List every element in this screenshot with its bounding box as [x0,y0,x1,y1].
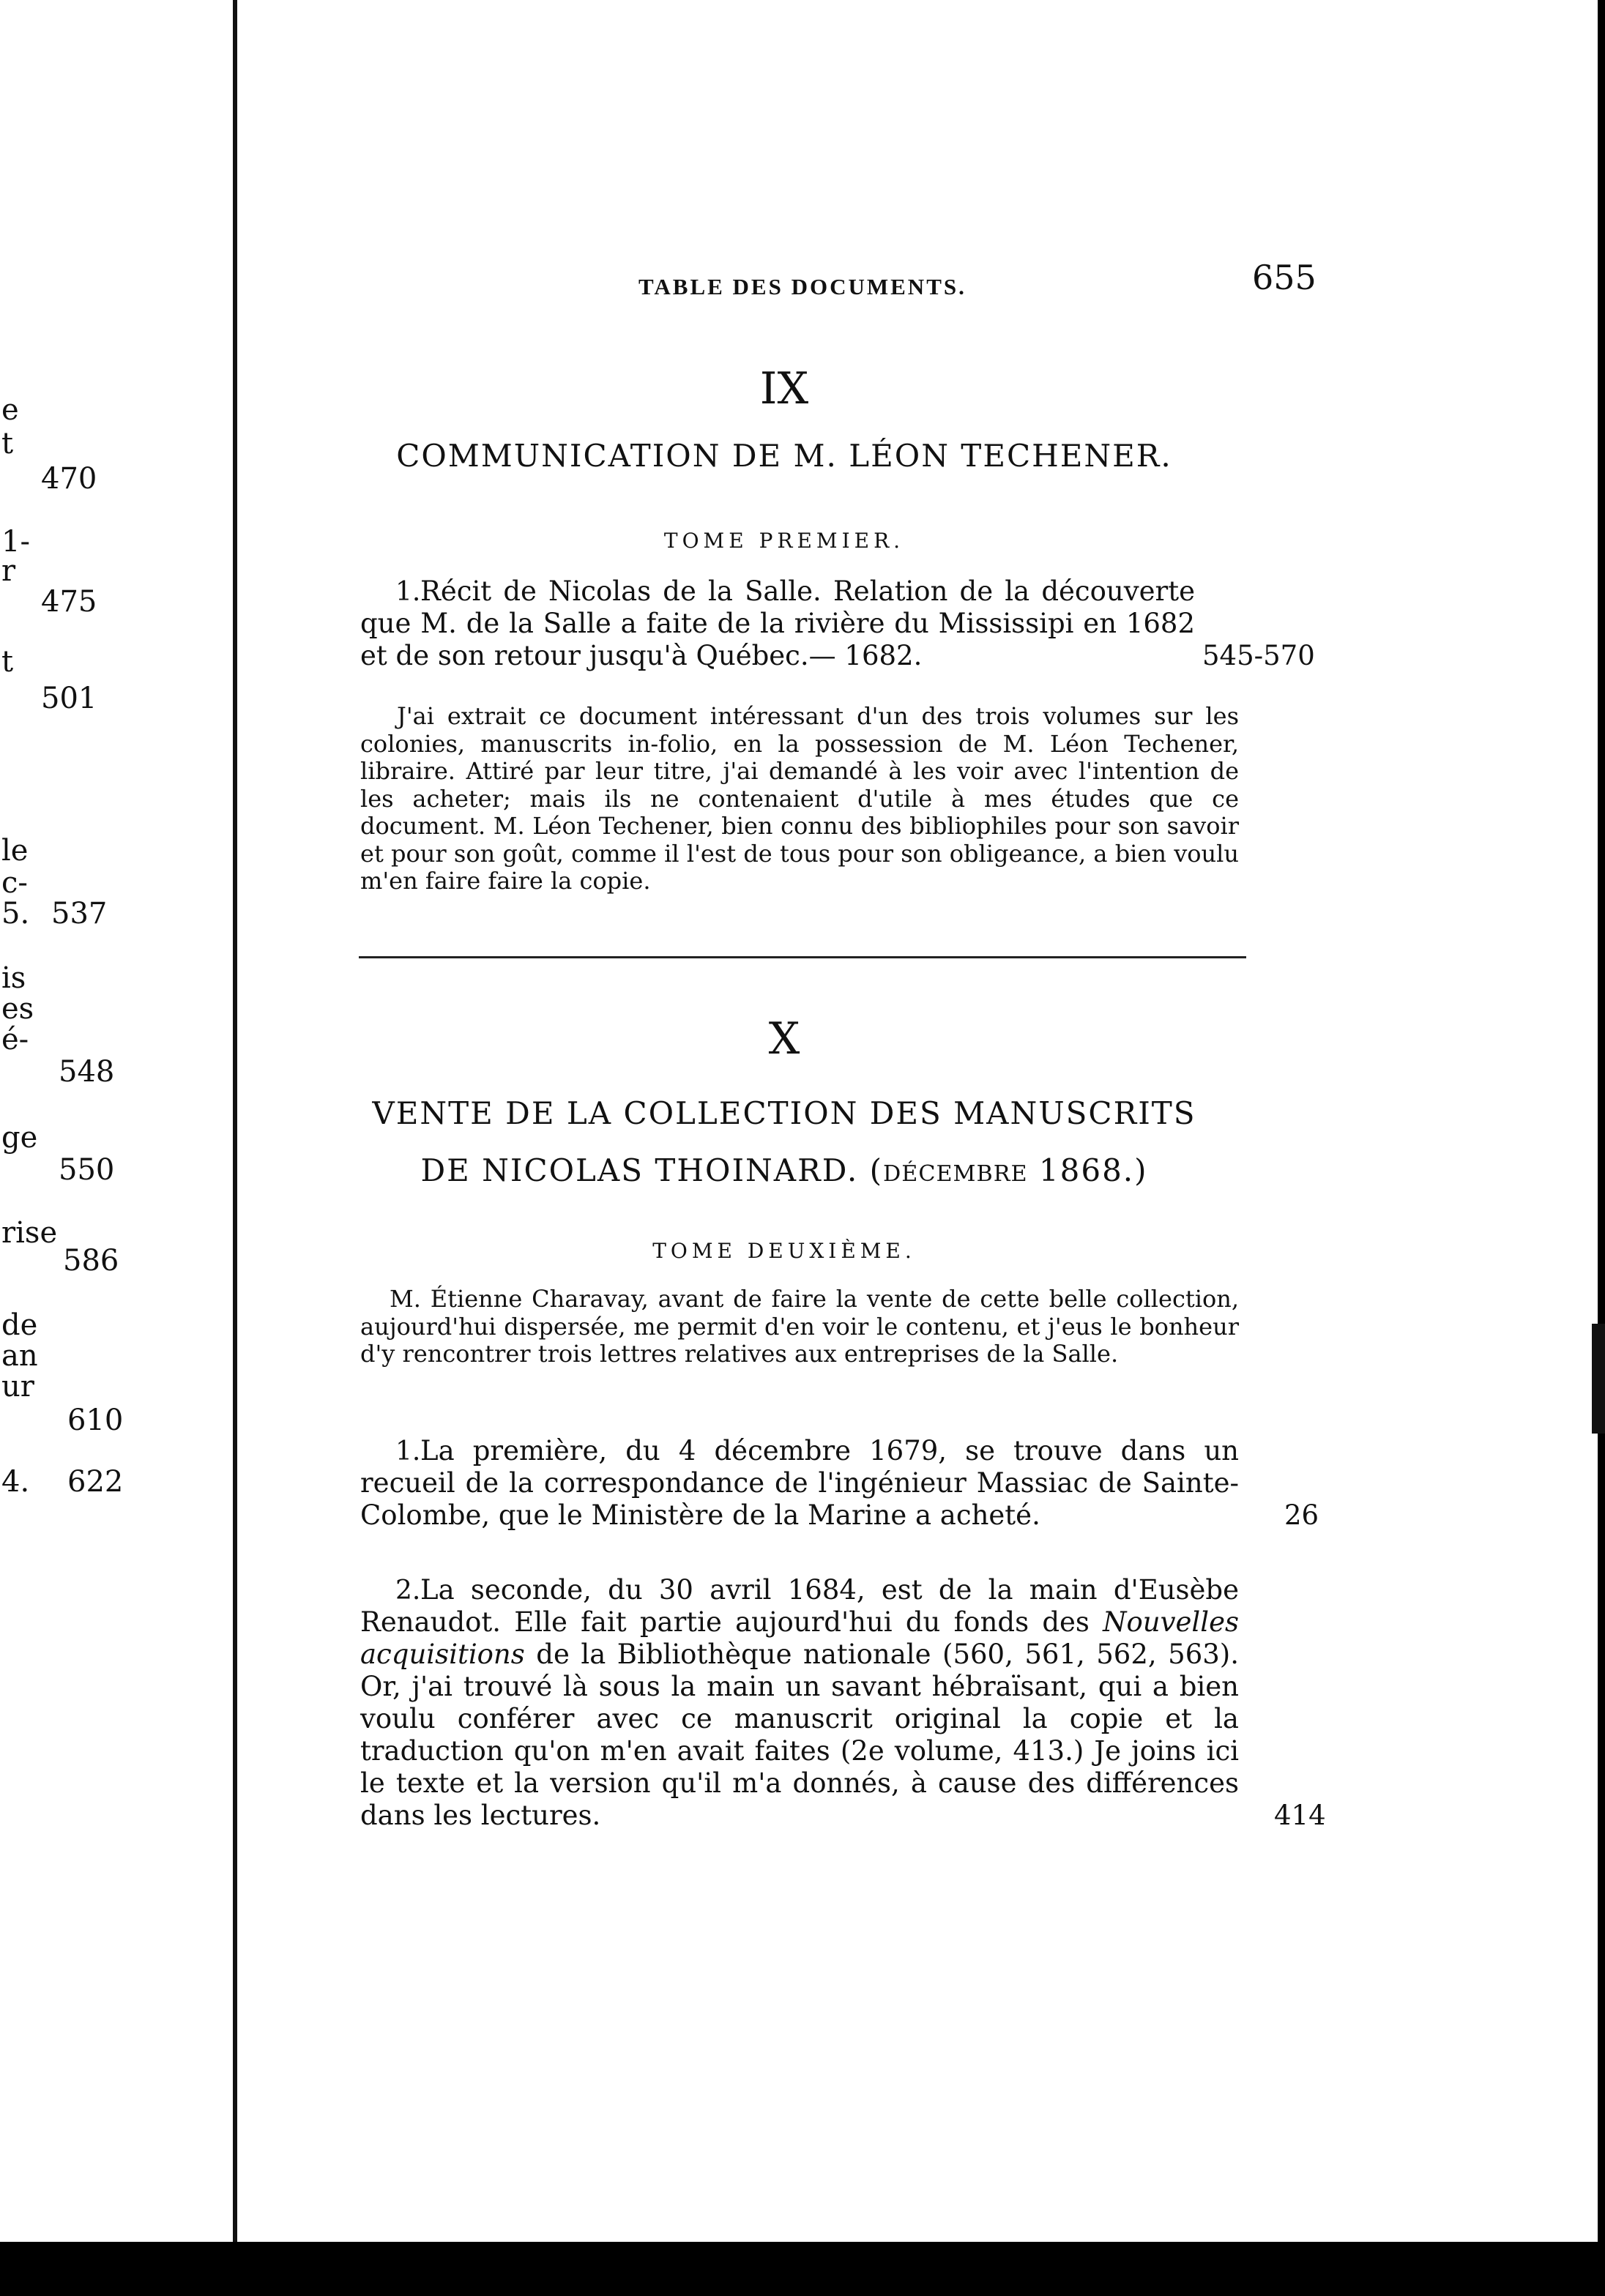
left-fragment: 4. [1,1465,30,1499]
left-page-number: 470 [41,462,97,496]
left-fragment: es [1,992,34,1026]
scan-border [0,2242,1605,2296]
left-page-number: 586 [63,1244,119,1278]
entry-number: 1. [395,577,421,607]
entry-text-italic: Nouvelles acquisitions [360,1606,1239,1670]
tome-heading-ix: TOME PREMIER. [663,529,905,553]
entry-text: La première, du 4 décembre 1679, se trouve dans un recueil de la correspondance de l'ingénieur Massiac de Sainte-Colombe, que le Ministère de la Marine a acheté. [360,1435,1239,1531]
entry-text [360,1574,1239,1832]
section-note: J'ai extrait ce document intéressant d'un des trois volumes sur les colonies, manuscrits in-folio, en la possession de M. Léon Techener, libraire. Attiré par leur titre, j'ai demandé à les voir avec l'intention de les acheter; mais ils ne contenaient d'utile à mes études que ce document. M. Léon Techener, bien connu des bibliophiles pour son savoir et pour son goût, comme il l'est de tous pour son obligeance, a bien voulu m'en faire faire la copie. [360,702,1239,895]
page-number: 655 [1252,258,1317,297]
running-title: TABLE DES DOCUMENTS. [638,274,967,299]
left-fragment: rise [1,1216,58,1250]
left-fragment: e [1,393,19,427]
section-numeral-ix: IX [759,363,809,414]
tome-heading-x: TOME DEUXIÈME. [652,1239,916,1263]
left-page-number: 475 [41,585,97,619]
entry-page-ref: 26 [1284,1499,1319,1531]
left-page-number: 537 [51,897,108,931]
left-fragment: ur [1,1370,34,1404]
left-fragment: de [1,1308,38,1342]
entry-page-ref: 545-570 [1202,640,1315,671]
left-fragment: t [1,645,14,679]
left-fragment: é- [1,1023,29,1056]
left-page-number: 550 [59,1153,115,1187]
left-page-number: 548 [59,1055,115,1089]
left-fragment: le [1,834,29,868]
title-smallcaps: DÉCEMBRE [883,1161,1028,1187]
left-page-number: 622 [67,1465,124,1499]
section-title-x-line2 [237,1152,1331,1188]
title-text: DE NICOLAS THOINARD. ( [420,1152,884,1188]
entry-text-part: de la Bibliothèque nationale (560, 561, 562, 563). Or, j'ai trouvé là sous la main un savant hébraïsant, qui a bien voulu conférer avec ce manuscrit original la copie et la traduction qu'on m'en avait faites (2e volume, 413.) Je joins ici le texte et la version qu'il m'a donnés, à cause des différences dans les lectures. [360,1639,1239,1831]
entry-text: Récit de Nicolas de la Salle. Relation de la découverte que M. de la Salle a faite de la rivière du Mississipi en 1682 et de son retour jusqu'à Québec.— 1682. [360,575,1195,671]
left-page-number: 501 [41,682,97,715]
section-title-ix: COMMUNICATION DE M. LÉON TECHENER. [396,438,1172,474]
page-edge-mark [1592,1324,1605,1434]
entry-number: 1. [395,1436,421,1466]
entry-page-ref: 414 [1274,1800,1326,1831]
left-page-number: 610 [67,1404,124,1437]
entry-text-part: La seconde, du 30 avril 1684, est de la main d'Eusèbe Renaudot. Elle fait partie aujourd'hui du fonds des [360,1574,1239,1638]
right-page [237,0,1598,2296]
left-fragment: t [1,427,14,461]
left-page-fragment [0,0,233,2296]
section-divider [359,956,1246,958]
section-intro: M. Étienne Charavay, avant de faire la vente de cette belle collection, aujourd'hui dispersée, me permit d'en voir le contenu, et j'eus le bonheur d'y rencontrer trois lettres relatives aux entreprises de la Salle. [360,1285,1239,1368]
entry-number: 2. [395,1576,421,1606]
left-fragment: 5. [1,897,30,931]
section-numeral-x: X [768,1013,800,1065]
left-fragment: 1- [1,525,30,559]
left-fragment: an [1,1339,38,1373]
left-fragment: r [1,554,16,588]
left-fragment: c- [1,866,28,900]
title-text: 1868.) [1027,1152,1148,1188]
section-title-x-line1: VENTE DE LA COLLECTION DES MANUSCRITS [372,1095,1196,1131]
left-fragment: ge [1,1121,38,1155]
left-fragment: is [1,961,26,995]
